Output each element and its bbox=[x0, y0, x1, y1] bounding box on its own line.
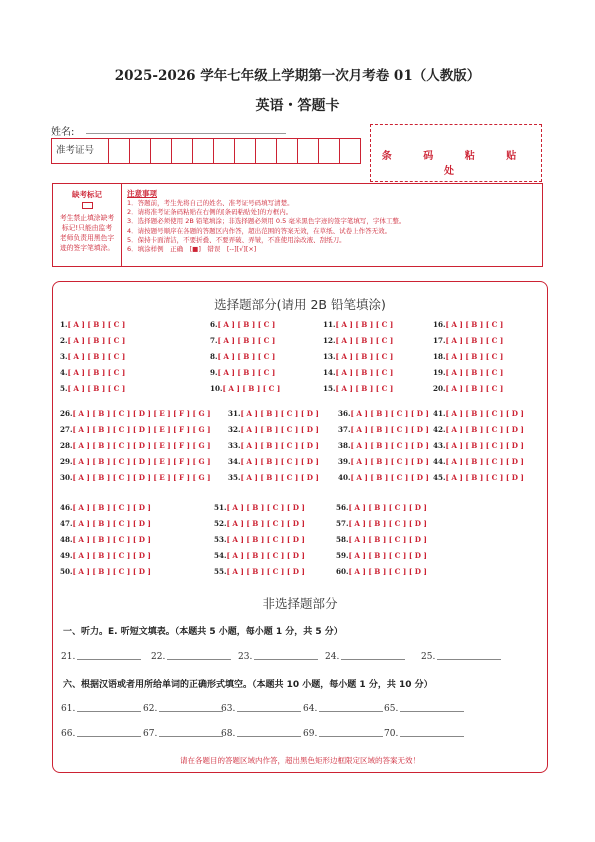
answer-options[interactable]: [ A ] [ B ] [ C ] [ D ] bbox=[445, 473, 524, 482]
choice-question[interactable] bbox=[228, 473, 319, 482]
choice-question[interactable] bbox=[323, 336, 393, 345]
choice-question[interactable] bbox=[214, 519, 305, 528]
answer-options[interactable]: [ A ] [ B ] [ C ] bbox=[67, 320, 126, 329]
instruction-item: 3．选择题必须使用 2B 铅笔填涂；非选择题必须用 0.5 毫米黑色字迹的签字笔填写，字体工整。 bbox=[127, 217, 406, 226]
choice-question[interactable] bbox=[433, 441, 524, 450]
answer-options[interactable]: [ A ] [ B ] [ C ] [ D ] [ E ] [ F ] [ G ] bbox=[72, 441, 211, 450]
blank-number: 23. bbox=[238, 652, 253, 662]
answer-blank[interactable] bbox=[61, 729, 141, 739]
ticket-cell[interactable] bbox=[340, 139, 360, 163]
choice-question[interactable] bbox=[338, 425, 429, 434]
question-number: 1. bbox=[60, 320, 68, 329]
answer-options[interactable]: [ A ] [ B ] [ C ] [ D ] bbox=[226, 567, 305, 576]
answer-options[interactable]: [ A ] [ B ] [ C ] [ D ] bbox=[350, 409, 429, 418]
answer-blank[interactable] bbox=[61, 652, 141, 662]
choice-question[interactable] bbox=[433, 320, 503, 329]
choice-question[interactable] bbox=[338, 473, 429, 482]
absence-mark-panel bbox=[53, 184, 122, 266]
instructions-heading: 注意事项 bbox=[127, 189, 157, 198]
answer-options[interactable]: [ A ] [ B ] [ C ] bbox=[67, 336, 126, 345]
choice-question[interactable] bbox=[60, 473, 211, 482]
name-label: 姓名: bbox=[51, 127, 75, 138]
answer-options[interactable]: [ A ] [ B ] [ C ] [ D ] bbox=[350, 441, 429, 450]
choice-question[interactable] bbox=[336, 503, 427, 512]
nonchoice-section-title: 非选择题部分 bbox=[262, 596, 338, 611]
answer-options[interactable]: [ A ] [ B ] [ C ] [ D ] bbox=[240, 473, 319, 482]
question-number: 56. bbox=[336, 503, 349, 512]
choice-question[interactable] bbox=[336, 551, 427, 560]
question-number: 53. bbox=[214, 535, 227, 544]
question-number: 34. bbox=[228, 457, 241, 466]
blank-number: 70. bbox=[384, 729, 399, 739]
question-number: 36. bbox=[338, 409, 351, 418]
answer-options[interactable]: [ A ] [ B ] [ C ] bbox=[335, 384, 394, 393]
answer-options[interactable]: [ A ] [ B ] [ C ] [ D ] bbox=[226, 551, 305, 560]
choice-question[interactable] bbox=[210, 336, 275, 345]
question-number: 5. bbox=[60, 384, 68, 393]
answer-options[interactable]: [ A ] [ B ] [ C ] [ D ] bbox=[348, 519, 427, 528]
blank-number: 22. bbox=[151, 652, 166, 662]
ticket-cell[interactable] bbox=[256, 139, 277, 163]
answer-options[interactable]: [ A ] [ B ] [ C ] [ D ] [ E ] [ F ] [ G ] bbox=[72, 457, 211, 466]
choice-question[interactable] bbox=[60, 535, 151, 544]
question-number: 59. bbox=[336, 551, 349, 560]
ticket-cell[interactable] bbox=[235, 139, 256, 163]
choice-question[interactable] bbox=[228, 425, 319, 434]
answer-options[interactable]: [ A ] [ B ] [ C ] bbox=[445, 320, 504, 329]
page-title: 2025-2026 学年七年级上学期第一次月考卷 01（人教版） bbox=[114, 68, 481, 84]
answer-area bbox=[52, 281, 548, 773]
choice-question[interactable] bbox=[323, 352, 393, 361]
page-subtitle: 英语・答题卡 bbox=[255, 98, 340, 114]
answer-options[interactable]: [ A ] [ B ] [ C ] [ D ] bbox=[348, 535, 427, 544]
part1-heading: 一、听力。E. 听短文填表。（本题共 5 小题，每小题 1 分，共 5 分） bbox=[63, 627, 343, 637]
absence-mark-heading: 缺考标记 bbox=[72, 190, 102, 199]
question-number: 46. bbox=[60, 503, 73, 512]
choice-question[interactable] bbox=[338, 441, 429, 450]
absence-mark-text: 考生禁止填涂缺考标记!只能由监考老师负责用黑色字迹的签字笔填涂。 bbox=[59, 214, 115, 252]
ticket-number-label: 准考证号 bbox=[52, 139, 109, 163]
answer-blank[interactable] bbox=[61, 704, 141, 714]
choice-question[interactable] bbox=[338, 457, 429, 466]
answer-options[interactable]: [ A ] [ B ] [ C ] bbox=[445, 384, 504, 393]
question-number: 58. bbox=[336, 535, 349, 544]
choice-question[interactable] bbox=[433, 384, 503, 393]
choice-question[interactable] bbox=[214, 535, 305, 544]
answer-options[interactable]: [ A ] [ B ] [ C ] [ D ] bbox=[226, 519, 305, 528]
question-number: 6. bbox=[210, 320, 218, 329]
choice-question[interactable] bbox=[60, 503, 151, 512]
barcode-area bbox=[370, 124, 542, 182]
answer-options[interactable]: [ A ] [ B ] [ C ] bbox=[335, 368, 394, 377]
answer-options[interactable]: [ A ] [ B ] [ C ] bbox=[217, 320, 276, 329]
question-number: 9. bbox=[210, 368, 218, 377]
part6-heading: 六、根据汉语或者用所给单词的正确形式填空。（本题共 10 小题，每小题 1 分，共 10 分） bbox=[63, 680, 433, 690]
ticket-cell[interactable] bbox=[193, 139, 214, 163]
blank-number: 67. bbox=[143, 729, 158, 739]
instructions bbox=[127, 188, 537, 254]
choice-question[interactable] bbox=[433, 368, 503, 377]
blank-number: 64. bbox=[303, 704, 318, 714]
ticket-cell[interactable] bbox=[298, 139, 319, 163]
answer-options[interactable]: [ A ] [ B ] [ C ] bbox=[67, 368, 126, 377]
answer-blank[interactable] bbox=[238, 652, 318, 662]
question-number: 31. bbox=[228, 409, 241, 418]
choice-question[interactable] bbox=[228, 441, 319, 450]
choice-question[interactable] bbox=[214, 551, 305, 560]
answer-options[interactable]: [ A ] [ B ] [ C ] [ D ] [ E ] [ F ] [ G ] bbox=[72, 409, 211, 418]
barcode-label: 条 码 粘 贴 处 bbox=[381, 151, 531, 177]
question-number: 41. bbox=[433, 409, 446, 418]
choice-question[interactable] bbox=[60, 368, 125, 377]
answer-options[interactable]: [ A ] [ B ] [ C ] [ D ] bbox=[240, 441, 319, 450]
answer-options[interactable]: [ A ] [ B ] [ C ] bbox=[445, 368, 504, 377]
instruction-item: 4．请按题号顺序在各题的答题区内作答，超出范围的答案无效，在草纸、试卷上作答无效。 bbox=[127, 226, 392, 235]
question-number: 28. bbox=[60, 441, 73, 450]
choice-question[interactable] bbox=[60, 320, 125, 329]
answer-options[interactable]: [ A ] [ B ] [ C ] [ D ] bbox=[72, 519, 151, 528]
question-number: 4. bbox=[60, 368, 68, 377]
choice-question[interactable] bbox=[336, 535, 427, 544]
answer-options[interactable]: [ A ] [ B ] [ C ] [ D ] bbox=[240, 425, 319, 434]
blank-number: 65. bbox=[384, 704, 399, 714]
choice-question[interactable] bbox=[323, 320, 393, 329]
notes-box bbox=[52, 183, 543, 267]
choice-question[interactable] bbox=[60, 457, 211, 466]
question-number: 42. bbox=[433, 425, 446, 434]
question-number: 60. bbox=[336, 567, 349, 576]
question-number: 50. bbox=[60, 567, 73, 576]
answer-options[interactable]: [ A ] [ B ] [ C ] bbox=[335, 336, 394, 345]
question-number: 38. bbox=[338, 441, 351, 450]
question-number: 3. bbox=[60, 352, 68, 361]
choice-question[interactable] bbox=[60, 551, 151, 560]
question-number: 43. bbox=[433, 441, 446, 450]
answer-blank[interactable] bbox=[221, 729, 301, 739]
answer-options[interactable]: [ A ] [ B ] [ C ] [ D ] bbox=[348, 551, 427, 560]
answer-options[interactable]: [ A ] [ B ] [ C ] [ D ] bbox=[445, 457, 524, 466]
question-number: 49. bbox=[60, 551, 73, 560]
question-number: 57. bbox=[336, 519, 349, 528]
choice-question[interactable] bbox=[433, 473, 524, 482]
choice-question[interactable] bbox=[214, 567, 305, 576]
question-number: 30. bbox=[60, 473, 73, 482]
question-number: 7. bbox=[210, 336, 218, 345]
choice-question[interactable] bbox=[60, 352, 125, 361]
choice-question[interactable] bbox=[433, 409, 524, 418]
question-number: 37. bbox=[338, 425, 351, 434]
answer-blank[interactable] bbox=[143, 729, 223, 739]
answer-options[interactable]: [ A ] [ B ] [ C ] bbox=[445, 352, 504, 361]
choice-question[interactable] bbox=[210, 352, 275, 361]
choice-question[interactable] bbox=[433, 425, 524, 434]
question-number: 51. bbox=[214, 503, 227, 512]
question-number: 39. bbox=[338, 457, 351, 466]
question-number: 2. bbox=[60, 336, 68, 345]
answer-options[interactable]: [ A ] [ B ] [ C ] [ D ] [ E ] [ F ] [ G ] bbox=[72, 473, 211, 482]
answer-options[interactable]: [ A ] [ B ] [ C ] [ D ] bbox=[226, 503, 305, 512]
choice-question[interactable] bbox=[60, 409, 211, 418]
question-number: 52. bbox=[214, 519, 227, 528]
answer-blank[interactable] bbox=[384, 729, 464, 739]
answer-options[interactable]: [ A ] [ B ] [ C ] bbox=[335, 352, 394, 361]
blank-number: 21. bbox=[61, 652, 76, 662]
question-number: 20. bbox=[433, 384, 446, 393]
choice-question[interactable] bbox=[336, 567, 427, 576]
question-number: 54. bbox=[214, 551, 227, 560]
blank-number: 66. bbox=[61, 729, 76, 739]
choice-question[interactable] bbox=[433, 336, 503, 345]
question-number: 11. bbox=[323, 320, 336, 329]
answer-options[interactable]: [ A ] [ B ] [ C ] [ D ] bbox=[350, 473, 429, 482]
question-number: 18. bbox=[433, 352, 446, 361]
answer-options[interactable]: [ A ] [ B ] [ C ] [ D ] bbox=[348, 503, 427, 512]
choice-question[interactable] bbox=[433, 457, 524, 466]
question-number: 40. bbox=[338, 473, 351, 482]
answer-options[interactable]: [ A ] [ B ] [ C ] [ D ] bbox=[72, 535, 151, 544]
footer-warning: 请在各题目的答题区域内作答，超出黑色矩形边框限定区域的答案无效！ bbox=[180, 756, 420, 765]
answer-options[interactable]: [ A ] [ B ] [ C ] bbox=[222, 384, 281, 393]
choice-question[interactable] bbox=[210, 368, 275, 377]
question-number: 10. bbox=[210, 384, 223, 393]
question-number: 29. bbox=[60, 457, 73, 466]
answer-blank[interactable] bbox=[303, 729, 383, 739]
answer-options[interactable]: [ A ] [ B ] [ C ] bbox=[217, 352, 276, 361]
question-number: 26. bbox=[60, 409, 73, 418]
instruction-item: 1．答题前，考生先将自己的姓名、准考证号码填写清楚。 bbox=[127, 199, 294, 207]
question-number: 8. bbox=[210, 352, 218, 361]
blank-number: 62. bbox=[143, 704, 158, 714]
answer-options[interactable]: [ A ] [ B ] [ C ] [ D ] bbox=[445, 425, 524, 434]
choice-question[interactable] bbox=[60, 425, 211, 434]
answer-blank[interactable] bbox=[221, 704, 301, 714]
answer-blank[interactable] bbox=[303, 704, 383, 714]
question-number: 32. bbox=[228, 425, 241, 434]
ticket-cell[interactable] bbox=[277, 139, 298, 163]
choice-question[interactable] bbox=[323, 368, 393, 377]
choice-question[interactable] bbox=[433, 352, 503, 361]
ticket-cell[interactable] bbox=[130, 139, 151, 163]
blank-number: 69. bbox=[303, 729, 318, 739]
instruction-item: 2．请将准考证条码粘贴在右侧的[条码粘贴处]的方框内。 bbox=[127, 208, 293, 217]
answer-options[interactable]: [ A ] [ B ] [ C ] [ D ] bbox=[240, 457, 319, 466]
blank-number: 25. bbox=[421, 652, 436, 662]
answer-blank[interactable] bbox=[421, 652, 501, 662]
answer-options[interactable]: [ A ] [ B ] [ C ] [ D ] bbox=[348, 567, 427, 576]
answer-options[interactable]: [ A ] [ B ] [ C ] [ D ] bbox=[72, 551, 151, 560]
choice-question[interactable] bbox=[210, 384, 280, 393]
answer-options[interactable]: [ A ] [ B ] [ C ] [ D ] bbox=[226, 535, 305, 544]
choice-question[interactable] bbox=[60, 441, 211, 450]
choice-question[interactable] bbox=[336, 519, 427, 528]
question-number: 27. bbox=[60, 425, 73, 434]
answer-options[interactable]: [ A ] [ B ] [ C ] [ D ] bbox=[72, 567, 151, 576]
blank-number: 61. bbox=[61, 704, 76, 714]
question-number: 12. bbox=[323, 336, 336, 345]
question-number: 15. bbox=[323, 384, 336, 393]
answer-options[interactable]: [ A ] [ B ] [ C ] [ D ] bbox=[445, 409, 524, 418]
answer-blank[interactable] bbox=[143, 704, 223, 714]
choice-section-title: 选择题部分(请用 2B 铅笔填涂) bbox=[214, 297, 386, 312]
ticket-number-grid[interactable] bbox=[51, 138, 361, 164]
answer-blank[interactable] bbox=[325, 652, 405, 662]
answer-options[interactable]: [ A ] [ B ] [ C ] bbox=[67, 352, 126, 361]
question-number: 48. bbox=[60, 535, 73, 544]
choice-question[interactable] bbox=[228, 409, 319, 418]
ticket-cell[interactable] bbox=[214, 139, 235, 163]
name-field[interactable] bbox=[86, 133, 286, 134]
ticket-cell[interactable] bbox=[151, 139, 172, 163]
question-number: 13. bbox=[323, 352, 336, 361]
instruction-item: 5．保持卡面清洁，不要折叠、不要弄破、弄皱，不准使用涂改液、刮纸刀。 bbox=[127, 235, 346, 244]
choice-question[interactable] bbox=[323, 384, 393, 393]
question-number: 47. bbox=[60, 519, 73, 528]
choice-question[interactable] bbox=[60, 336, 125, 345]
choice-question[interactable] bbox=[60, 519, 151, 528]
answer-options[interactable]: [ A ] [ B ] [ C ] [ D ] bbox=[350, 425, 429, 434]
answer-options[interactable]: [ A ] [ B ] [ C ] [ D ] bbox=[350, 457, 429, 466]
question-number: 16. bbox=[433, 320, 446, 329]
choice-question[interactable] bbox=[60, 567, 151, 576]
blank-number: 24. bbox=[325, 652, 340, 662]
question-number: 17. bbox=[433, 336, 446, 345]
answer-options[interactable]: [ A ] [ B ] [ C ] [ D ] [ E ] [ F ] [ G ] bbox=[72, 425, 211, 434]
ticket-cell[interactable] bbox=[109, 139, 130, 163]
choice-question[interactable] bbox=[214, 503, 305, 512]
question-number: 55. bbox=[214, 567, 227, 576]
choice-question[interactable] bbox=[60, 384, 125, 393]
answer-options[interactable]: [ A ] [ B ] [ C ] [ D ] bbox=[445, 441, 524, 450]
answer-options[interactable]: [ A ] [ B ] [ C ] [ D ] bbox=[240, 409, 319, 418]
answer-options[interactable]: [ A ] [ B ] [ C ] bbox=[67, 384, 126, 393]
answer-options[interactable]: [ A ] [ B ] [ C ] bbox=[335, 320, 394, 329]
answer-options[interactable]: [ A ] [ B ] [ C ] [ D ] bbox=[72, 503, 151, 512]
instruction-item: 6．填涂样例 正确 [■] 错误 [--][√][×] bbox=[127, 245, 257, 254]
choice-question[interactable] bbox=[338, 409, 429, 418]
question-number: 35. bbox=[228, 473, 241, 482]
question-number: 45. bbox=[433, 473, 446, 482]
choice-question[interactable] bbox=[228, 457, 319, 466]
ticket-cell[interactable] bbox=[172, 139, 193, 163]
answer-blank[interactable] bbox=[384, 704, 464, 714]
choice-question[interactable] bbox=[210, 320, 275, 329]
question-number: 33. bbox=[228, 441, 241, 450]
answer-options[interactable]: [ A ] [ B ] [ C ] bbox=[217, 368, 276, 377]
ticket-cell[interactable] bbox=[319, 139, 340, 163]
question-number: 14. bbox=[323, 368, 336, 377]
blank-number: 63. bbox=[221, 704, 236, 714]
question-number: 44. bbox=[433, 457, 446, 466]
question-number: 19. bbox=[433, 368, 446, 377]
answer-blank[interactable] bbox=[151, 652, 231, 662]
blank-number: 68. bbox=[221, 729, 236, 739]
absence-mark-checkbox[interactable] bbox=[82, 202, 93, 209]
answer-options[interactable]: [ A ] [ B ] [ C ] bbox=[217, 336, 276, 345]
answer-options[interactable]: [ A ] [ B ] [ C ] bbox=[445, 336, 504, 345]
